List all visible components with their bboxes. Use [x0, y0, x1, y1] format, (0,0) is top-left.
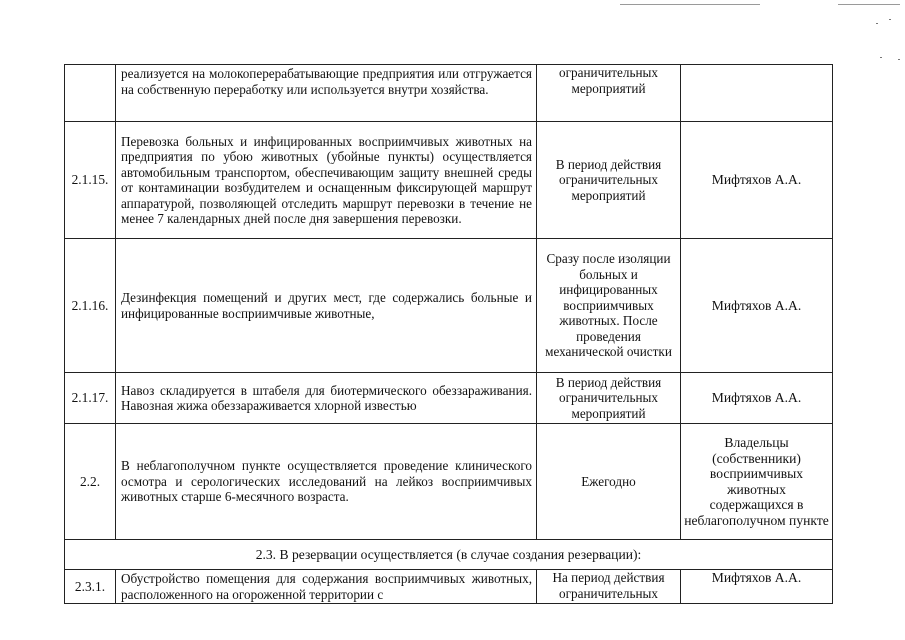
section-row [65, 540, 833, 570]
table-row [65, 424, 833, 540]
header-rule-1 [620, 4, 760, 5]
measure-description: Обустройство помещения для содержания восприимчивых животных, расположенного на огороженной территории с [116, 570, 537, 604]
measure-description: Перевозка больных и инфицированных восприимчивых животных на предприятия по убою животных (убойные пункты) осуществляется автомобильным транспортом, обеспечивающим защиту внешней среды от контаминации возбудителем и оснащенным фиксирующей маршрут аппаратурой, позволяющей отследить маршрут перевозки в течение не менее 7 календарных дней после дня завершения перевозки. [116, 122, 537, 239]
measure-period: Сразу после изоляции больных и инфицированных восприимчивых животных. После проведения механической очистки [537, 239, 681, 373]
measure-description: реализуется на молокоперерабатывающие предприятия или отгружается на собственную переработку или используется внутри хозяйства. [116, 65, 537, 122]
responsible-person [681, 65, 833, 122]
table-row [65, 570, 833, 604]
measure-period: ограничительных мероприятий [537, 65, 681, 122]
measure-description: Дезинфекция помещений и других мест, где содержались больные и инфицированные восприимчивые животные, [116, 239, 537, 373]
row-number: 2.1.16. [65, 239, 116, 373]
measure-period: В период действия ограничительных мероприятий [537, 373, 681, 424]
row-number: 2.2. [65, 424, 116, 540]
scan-speck [889, 19, 891, 20]
measure-description: Навоз складируется в штабеля для биотермического обеззараживания. Навозная жижа обеззараживается хлорной известью [116, 373, 537, 424]
responsible-person: Мифтяхов А.А. [681, 373, 833, 424]
row-number [65, 65, 116, 122]
responsible-person: Мифтяхов А.А. [681, 122, 833, 239]
measure-period: В период действия ограничительных мероприятий [537, 122, 681, 239]
scan-speck [876, 23, 878, 24]
row-number: 2.1.15. [65, 122, 116, 239]
responsible-person: Мифтяхов А.А. [681, 570, 833, 604]
measure-period: На период действия ограничительных [537, 570, 681, 604]
responsible-person: Мифтяхов А.А. [681, 239, 833, 373]
table-row [65, 373, 833, 424]
scan-speck [880, 57, 882, 58]
measure-period: Ежегодно [537, 424, 681, 540]
table-row [65, 65, 833, 122]
scan-speck [898, 59, 900, 60]
measures-table [64, 64, 833, 604]
header-rule-2 [838, 4, 900, 5]
row-number: 2.1.17. [65, 373, 116, 424]
measure-description: В неблагополучном пункте осуществляется проведение клинического осмотра и серологических исследований на лейкоз восприимчивых животных старше 6-месячного возраста. [116, 424, 537, 540]
table-row [65, 122, 833, 239]
section-heading: 2.3. В резервации осуществляется (в случае создания резервации): [65, 540, 833, 570]
row-number: 2.3.1. [65, 570, 116, 604]
responsible-person: Владельцы (собственники) восприимчивых животных содержащихся в неблагополучном пункте [681, 424, 833, 540]
table-row [65, 239, 833, 373]
